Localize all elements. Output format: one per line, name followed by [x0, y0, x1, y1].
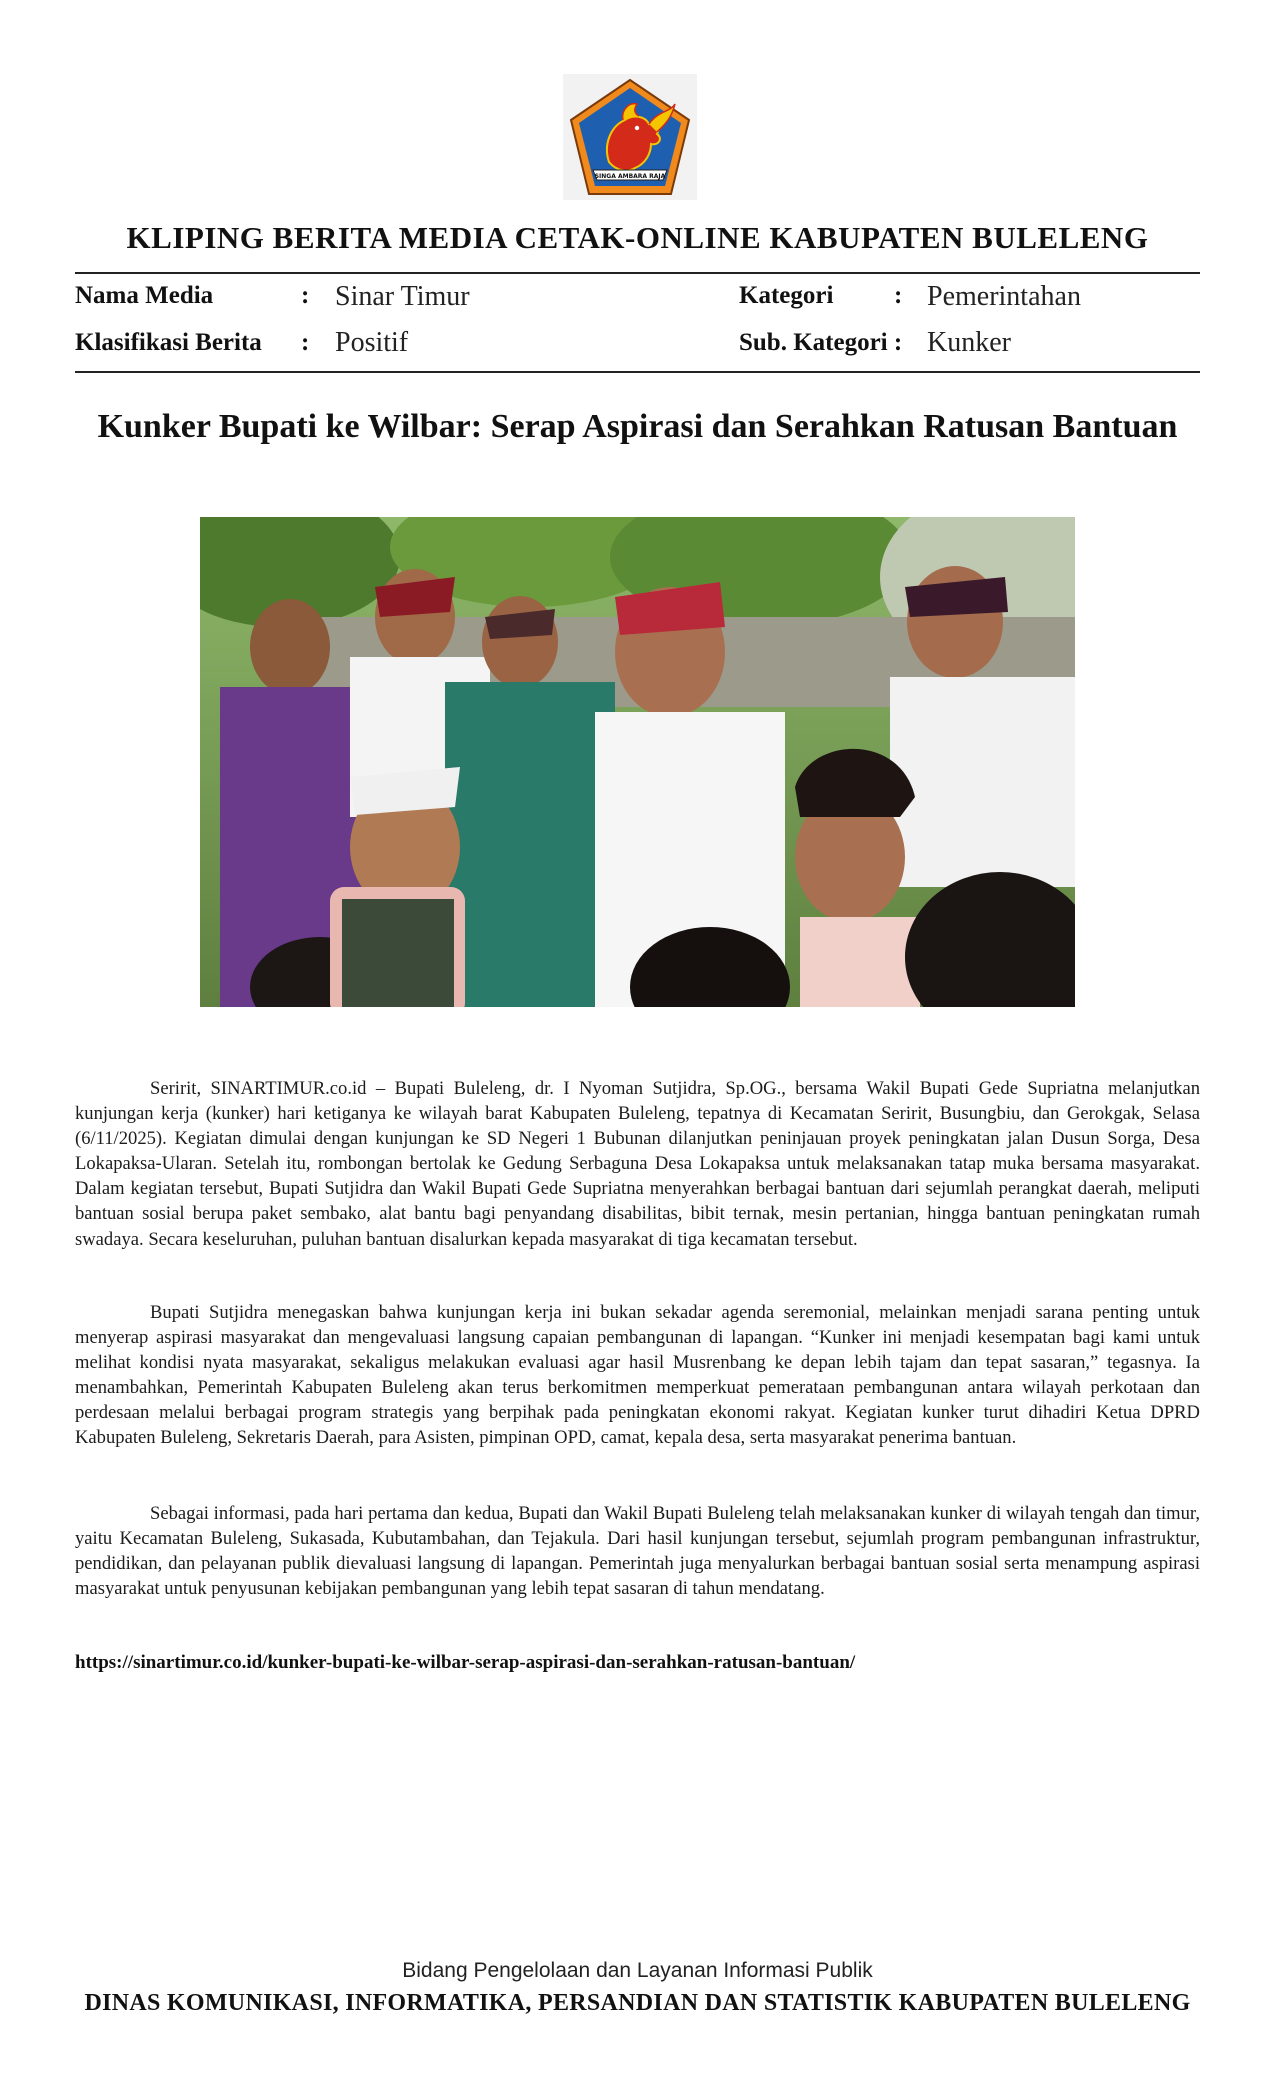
footer-department: Bidang Pengelolaan dan Layanan Informasi Publik — [402, 1959, 873, 1982]
document-title: KLIPING BERITA MEDIA CETAK-ONLINE KABUPATEN BULELENG — [126, 220, 1149, 255]
logo-ribbon-text: SINGA AMBARA RAJA — [594, 173, 666, 180]
article-paragraph-3: Sebagai informasi, pada hari pertama dan kedua, Bupati dan Wakil Bupati Buleleng telah melaksanakan kunker di wilayah tengah dan timur, yaitu Kecamatan Buleleng, Sukasada, Kubutambahan, dan Tejakula. Dari hasil kunjungan tersebut, sejumlah program pembangunan infrastruktur, pendidikan, dan pelayanan publik dievaluasi langsung di lapangan. Pemerintah juga menyalurkan berbagai bantuan sosial serta menampung aspirasi masyarakat untuk penyusunan kebijakan pembangunan yang lebih tepat sasaran di tahun mendatang. — [75, 1503, 1200, 1600]
kategori-label: Kategori — [739, 282, 834, 309]
kategori-value: Pemerintahan — [927, 281, 1081, 312]
article-paragraph-2: Bupati Sutjidra menegaskan bahwa kunjungan kerja ini bukan sekadar agenda seremonial, melainkan menjadi sarana penting untuk menyerap aspirasi masyarakat dan mengevaluasi langsung capaian pembangunan di lapangan. “Kunker ini menjadi kesempatan bagi kami untuk melihat kondisi nyata masyarakat, sekaligus melakukan evaluasi agar hasil Musrenbang ke depan lebih tajam dan tepat sasaran,” tegasnya. Ia menambahkan, Pemerintah Kabupaten Buleleng akan terus berkomitmen memperkuat pemerataan pembangunan antara wilayah perkotaan dan perdesaan melalui berbagai program strategis yang berpihak pada peningkatan ekonomi rakyat. Kegiatan kunker turut dihadiri Ketua DPRD Kabupaten Buleleng, Sekretaris Daerah, para Asisten, pimpinan OPD, camat, kepala desa, serta masyarakat penerima bantuan. — [75, 1302, 1200, 1449]
nama-media-colon: : — [301, 282, 310, 309]
klasifikasi-value: Positif — [335, 327, 409, 358]
kategori-colon: : — [894, 282, 903, 309]
footer-agency: DINAS KOMUNIKASI, INFORMATIKA, PERSANDIAN DAN STATISTIK KABUPATEN BULELENG — [84, 1990, 1191, 2016]
buleleng-crest-logo — [563, 74, 697, 200]
nama-media-value: Sinar Timur — [335, 281, 470, 312]
sub-kategori-label: Sub. Kategori : — [739, 329, 903, 356]
klasifikasi-colon: : — [301, 329, 310, 356]
bottom-divider — [75, 371, 1200, 373]
sub-kategori-value: Kunker — [927, 327, 1011, 358]
article-photo — [200, 517, 1075, 1007]
article-paragraph-1: Seririt, SINARTIMUR.co.id – Bupati Buleleng, dr. I Nyoman Sutjidra, Sp.OG., bersama Wakil Bupati Gede Supriatna melanjutkan kunjungan kerja (kunker) hari ketiganya ke wilayah barat Kabupaten Buleleng, tepatnya di Kecamatan Seririt, Busungbiu, dan Gerokgak, Selasa (6/11/2025). Kegiatan dimulai dengan kunjungan ke SD Negeri 1 Bubunan dilanjutkan peninjauan proyek peningkatan jalan Dusun Sorga, Desa Lokapaksa-Ularan. Setelah itu, rombongan bertolak ke Gedung Serbaguna Desa Lokapaksa untuk melaksanakan tatap muka bersama masyarakat. Dalam kegiatan tersebut, Bupati Sutjidra dan Wakil Bupati Gede Supriatna menyerahkan berbagai bantuan dari sejumlah perangkat daerah, meliputi bantuan sosial berupa paket sembako, alat bantu bagi penyandang disabilitas, bibit ternak, mesin pertanian, hingga bantuan peningkatan rumah swadaya. Secara keseluruhan, puluhan bantuan disalurkan kepada masyarakat di tiga kecamatan tersebut. — [75, 1078, 1200, 1250]
source-url-link[interactable]: https://sinartimur.co.id/kunker-bupati-ke-wilbar-serap-aspirasi-dan-serahkan-ratusan-bantuan/ — [75, 1652, 856, 1673]
article-headline: Kunker Bupati ke Wilbar: Serap Aspirasi dan Serahkan Ratusan Bantuan — [97, 408, 1178, 445]
klasifikasi-label: Klasifikasi Berita — [75, 329, 262, 356]
top-divider — [75, 272, 1200, 274]
nama-media-label: Nama Media — [75, 282, 214, 309]
